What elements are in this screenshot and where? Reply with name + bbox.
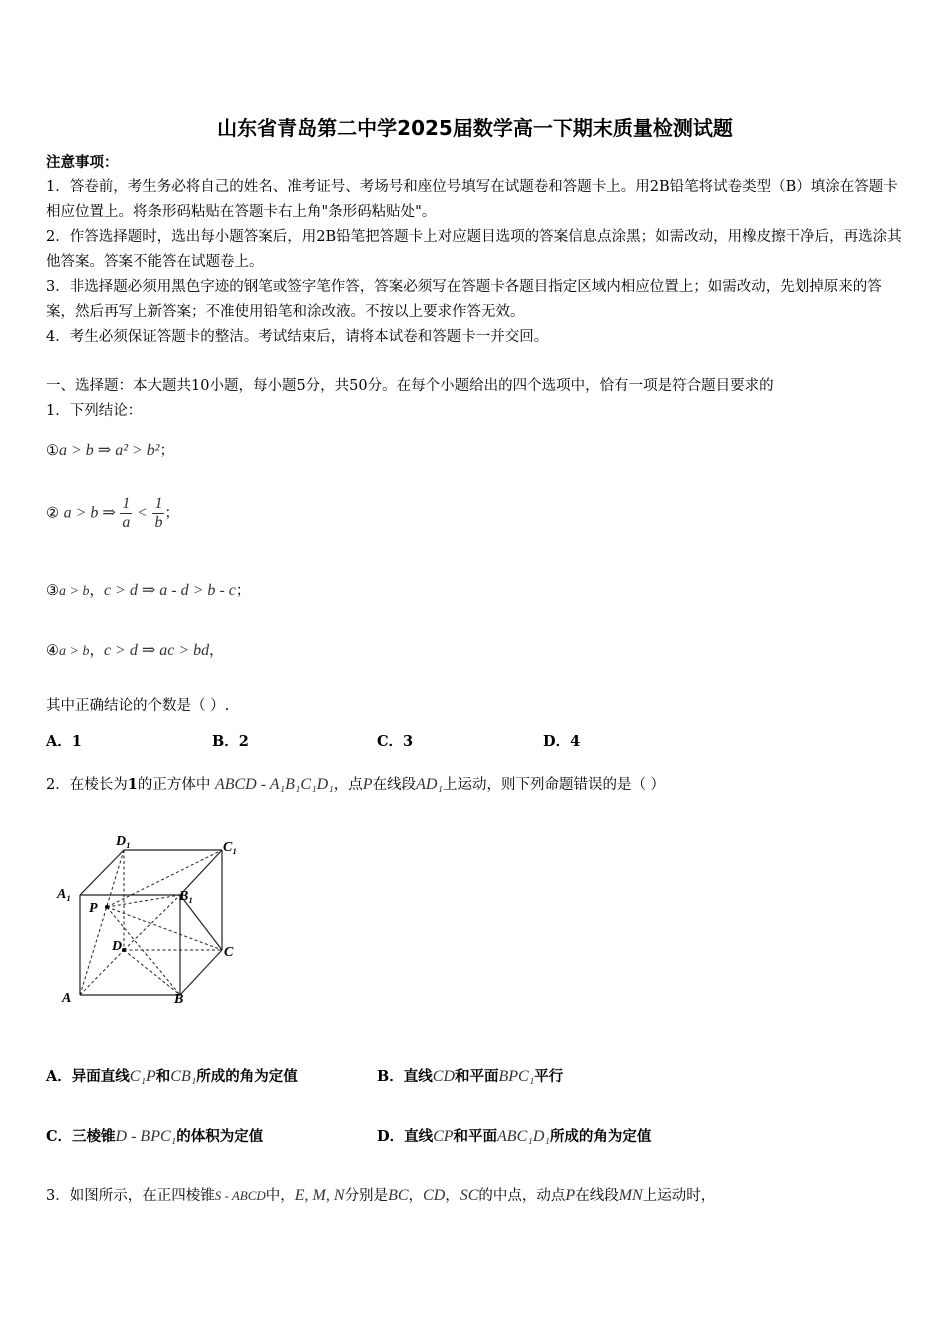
q1-s1-expr: a > b ⇒ a² > b²	[59, 442, 160, 459]
frac-num: 1	[122, 495, 131, 512]
q3-text-3: 分别是	[344, 1188, 389, 1204]
q2-opt-a-m2: CB₁	[170, 1068, 197, 1085]
q3-math-p: P	[565, 1187, 576, 1204]
q2-opt-a-t1: 异面直线	[71, 1068, 130, 1085]
q3-text-5: ，	[445, 1188, 460, 1204]
q3-math-pyramid: S - ABCD	[214, 1188, 266, 1203]
q2-text-3: ，点	[333, 777, 363, 793]
line-pb1	[107, 895, 180, 907]
q3-text-7: 在线段	[575, 1188, 619, 1204]
q2-opt-b-t3: 平行	[534, 1068, 564, 1085]
q1-s2-lt: <	[137, 504, 148, 522]
q2-math-ad1: AD₁	[416, 776, 443, 793]
q2-opt-c-label: C．	[46, 1128, 73, 1145]
q2-opt-d-m2: ABC₁D₁	[497, 1128, 550, 1145]
edge-bc	[180, 950, 222, 995]
notice-item-1: 1．答卷前，考生务必将自己的姓名、准考证号、考场号和座位号填写在试题卷和答题卡上。用2B铅笔将试卷类型（B）填涂在答题卡相应位置上。将条形码粘贴在答题卡右上角"条形码粘贴处"。	[46, 179, 898, 220]
q3-math-bc: BC	[388, 1187, 409, 1204]
label-b1: B₁	[179, 889, 194, 904]
q1-s3-a: a > b	[59, 584, 90, 599]
q1-statement-4: ④a > b，c > d ⇒ ac > bd，	[46, 642, 224, 659]
point-d	[122, 948, 126, 952]
q1-s4-a: a > b	[59, 644, 90, 659]
q2-stem	[46, 772, 665, 798]
q3-math-sc: SC	[459, 1187, 479, 1204]
q2-opt-b-m2: BPC₁	[498, 1068, 535, 1085]
q1-statement-3: ③a > b，c > d ⇒ a - d > b - c；	[46, 582, 251, 599]
q1-option-c[interactable]: C．3	[377, 733, 414, 750]
q2-opt-d-t1: 直线	[404, 1128, 434, 1145]
q3-text-2: 中，	[265, 1188, 295, 1204]
q2-opt-d-label: D．	[377, 1128, 405, 1145]
q1-question: 其中正确结论的个数是（ ）.	[46, 698, 230, 714]
q2-opt-c-t1: 三棱锥	[72, 1128, 116, 1145]
q1-s2-end: ；	[164, 505, 179, 522]
frac-num: 1	[154, 495, 163, 512]
label-c: C	[224, 945, 234, 960]
q1-statement-1	[46, 438, 174, 464]
q2-opt-b-t2: 和平面	[455, 1068, 499, 1085]
page-title: 山东省青岛第二中学2025届数学高一下期末质量检测试题	[217, 116, 733, 140]
q2-opt-b-m1: CD	[432, 1068, 455, 1085]
label-d: D	[112, 939, 123, 954]
q1-s1-end: ；	[159, 443, 175, 459]
q2-opt-d-t3: 所成的角为定值	[549, 1128, 652, 1145]
q2-opt-c-t2: 的体积为定值	[176, 1128, 264, 1145]
q3-text-1: 3．如图所示，在正四棱锥	[46, 1188, 215, 1204]
q2-option-d[interactable]	[377, 1124, 651, 1150]
q3-math-mn: MN	[618, 1187, 643, 1204]
q1-s2-frac-1	[120, 495, 132, 532]
q2-text-2: 的正方体中	[137, 777, 211, 793]
q1-option-b[interactable]: B．2	[212, 733, 249, 750]
q3-math-emn: E, M, N	[294, 1187, 345, 1204]
label-d1: D₁	[116, 834, 131, 849]
q1-s4-end: ，	[209, 643, 224, 659]
q1-option-d[interactable]: D．4	[543, 733, 581, 750]
q3-text-8: 上运动时，	[642, 1188, 716, 1204]
q1-s2-frac-2	[152, 495, 164, 532]
q2-text-1: 2．在棱长为	[46, 777, 128, 793]
q2-option-c[interactable]	[46, 1124, 263, 1150]
q1-s1-mark: ①	[46, 443, 59, 459]
q2-opt-a-m1: C₁P	[129, 1068, 156, 1085]
label-b: B	[174, 992, 184, 1007]
q1-statement-2	[46, 495, 179, 532]
q2-text-5: 上运动，则下列命题错误的是（ ）	[442, 777, 666, 793]
q2-opt-b-label: B．	[377, 1068, 404, 1085]
q3-text-4: ，	[408, 1188, 424, 1204]
label-a: A	[62, 991, 72, 1006]
q3-text-6: 的中点，动点	[478, 1188, 566, 1204]
q1-s3-end: ；	[235, 583, 251, 599]
notice-heading: 注意事项：	[46, 154, 119, 171]
frac-den: a	[122, 514, 131, 531]
q2-opt-c-m1: D - BPC₁	[115, 1128, 177, 1145]
line-db	[124, 950, 180, 995]
notice-item-3: 3．非选择题必须用黑色字迹的钢笔或签字笔作答，答案必须写在答题卡各题目指定区域内相应位置上；如需改动，先划掉原来的答案，然后再写上新答案；不准使用铅笔和涂改液。不按以上要求作答无效。	[46, 279, 882, 320]
q2-math-cube: ABCD - A₁B₁C₁D₁	[214, 776, 334, 793]
label-c1: C₁	[223, 840, 238, 855]
q2-opt-d-t2: 和平面	[453, 1128, 498, 1145]
q2-opt-d-m1: CP	[433, 1128, 454, 1145]
line-db1	[124, 895, 180, 950]
q2-option-b[interactable]	[377, 1064, 563, 1090]
q2-opt-b-t1: 直线	[403, 1068, 433, 1085]
section-heading: 一、选择题：本大题共10小题，每小题5分，共50分。在每个小题给出的四个选项中，恰有一项是符合题目要求的	[46, 378, 774, 394]
q2-text-1b: 1	[127, 776, 138, 793]
q2-option-a[interactable]	[46, 1064, 298, 1090]
label-p: P	[89, 901, 98, 916]
q1-s2-mark: ②	[46, 505, 59, 522]
q3-math-cd: CD	[423, 1187, 446, 1204]
q2-opt-a-t2: 和	[155, 1068, 171, 1085]
q1-s3-b: c > d ⇒ a - d > b - c	[103, 582, 236, 599]
q1-s4-mark: ④	[46, 643, 59, 659]
q2-opt-a-t3: 所成的角为定值	[196, 1068, 298, 1085]
q2-math-p: P	[362, 776, 373, 793]
frac-den: b	[154, 514, 163, 531]
cube-figure	[52, 828, 252, 1013]
notice-item-2: 2．作答选择题时，选出每小题答案后，用2B铅笔把答题卡上对应题目选项的答案信息点涂黑；如需改动，用橡皮擦干净后，再选涂其他答案。答案不能答在试题卷上。	[46, 229, 902, 270]
q1-s2-lhs: a > b ⇒	[63, 504, 116, 522]
label-a1: A₁	[57, 887, 72, 902]
q1-s3-mark: ③	[46, 583, 59, 599]
notice-item-4: 4．考生必须保证答题卡的整洁。考试结束后，请将本试卷和答题卡一并交回。	[46, 329, 549, 345]
q3-stem	[46, 1183, 715, 1209]
q2-opt-a-label: A．	[46, 1068, 72, 1085]
q1-s4-b: c > d ⇒ ac > bd	[103, 642, 210, 659]
q1-option-a[interactable]: A．1	[46, 733, 82, 750]
q1-stem: 1．下列结论：	[46, 403, 143, 419]
point-p	[105, 905, 109, 909]
q2-text-4: 在线段	[372, 777, 417, 793]
